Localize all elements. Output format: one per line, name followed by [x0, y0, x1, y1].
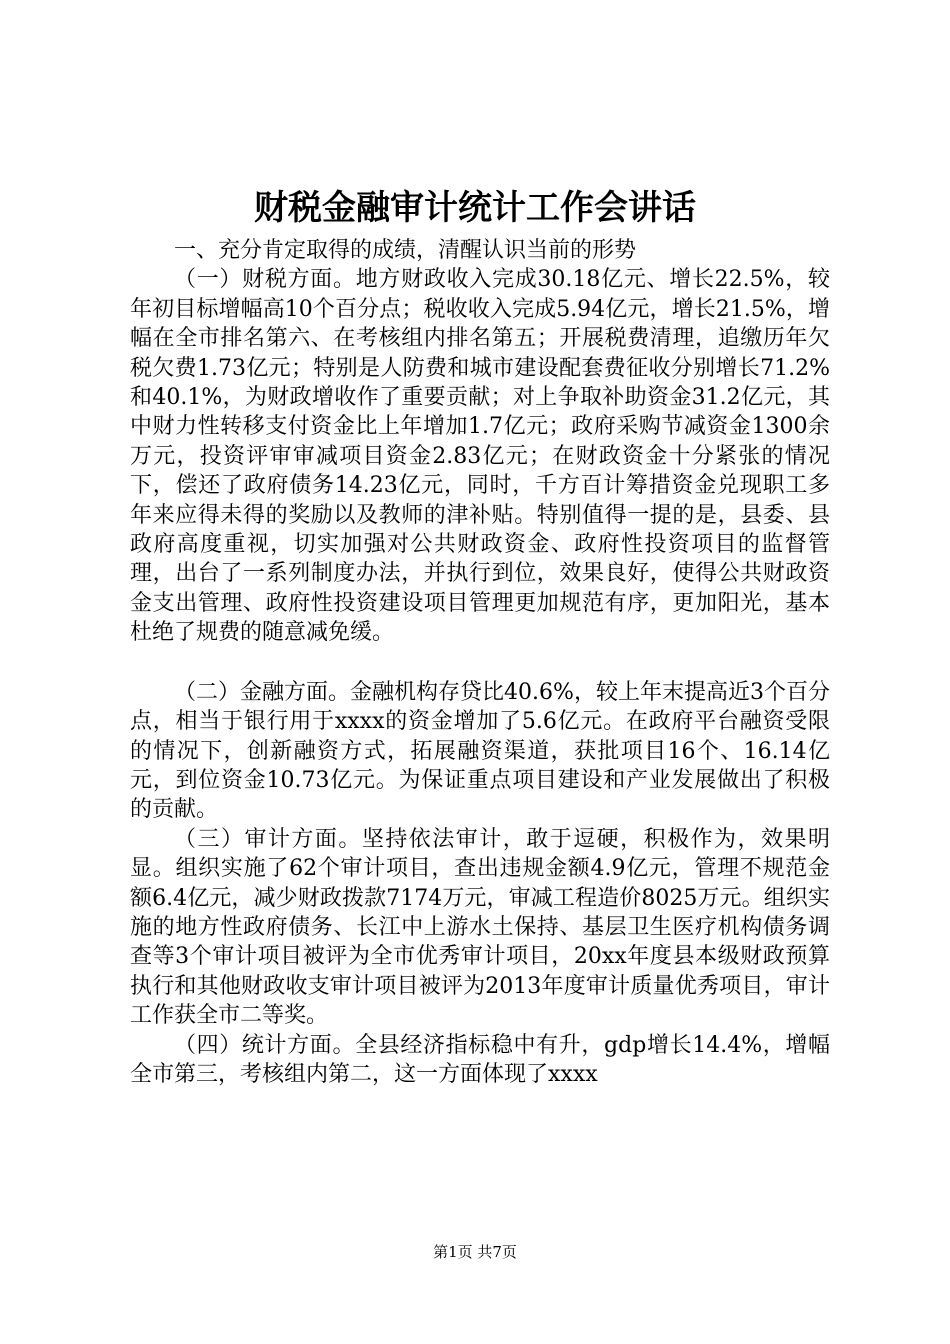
page-footer: 第1页 共7页 [433, 1243, 517, 1261]
document-body [130, 236, 830, 1089]
section-heading: 一、充分肯定取得的成绩，清醒认识当前的形势 [174, 238, 637, 263]
document-title: 财税金融审计统计工作会讲话 [254, 188, 696, 228]
paragraph-audit: （三）审计方面。坚持依法审计，敢于逗硬，积极作为，效果明显。组织实施了62个审计项目，查出违规金额4.9亿元，管理不规范金额6.4亿元，减少财政拨款7174万元，审减工程造价8025万元。组织实施的地方性政府债务、长江中上游水土保持、基层卫生医疗机构债务调查等3个审计项目被评为全市优秀审计项目，20xx年度县本级财政预算执行和其他财政收支审计项目被评为2013年度审计质量优秀项目，审计工作获全市二等奖。 [130, 826, 830, 1029]
paragraph-gap [130, 648, 830, 678]
paragraph-finance-tax: （一）财税方面。地方财政收入完成30.18亿元、增长22.5%，较年初目标增幅高10个百分点；税收收入完成5.94亿元，增长21.5%，增幅在全市排名第六、在考核组内排名第五；开展税费清理，追缴历年欠税欠费1.73亿元；特别是人防费和城市建设配套费征收分别增长71.2%和40.1%，为财政增收作了重要贡献；对上争取补助资金31.2亿元，其中财力性转移支付资金比上年增加1.7亿元；政府采购节减资金1300余万元，投资评审审减项目资金2.83亿元；在财政资金十分紧张的情况下，偿还了政府债务14.23亿元，同时，千方百计筹措资金兑现职工多年来应得未得的奖励以及教师的津补贴。特别值得一提的是，县委、县政府高度重视，切实加强对公共财政资金、政府性投资项目的监督管理，出台了一系列制度办法，并执行到位，效果良好，使得公共财政资金支出管理、政府性投资建设项目管理更加规范有序，更加阳光，基本杜绝了规费的随意减免缓。 [130, 267, 830, 646]
paragraph-banking: （二）金融方面。金融机构存贷比40.6%，较上年末提高近3个百分点，相当于银行用于xxxx的资金增加了5.6亿元。在政府平台融资受限的情况下，创新融资方式，拓展融资渠道，获批项目16个、16.14亿元，到位资金10.73亿元。为保证重点项目建设和产业发展做出了积极的贡献。 [130, 679, 830, 823]
paragraph-statistics: （四）统计方面。全县经济指标稳中有升，gdp增长14.4%，增幅全市第三，考核组内第二，这一方面体现了xxxx [130, 1032, 830, 1087]
